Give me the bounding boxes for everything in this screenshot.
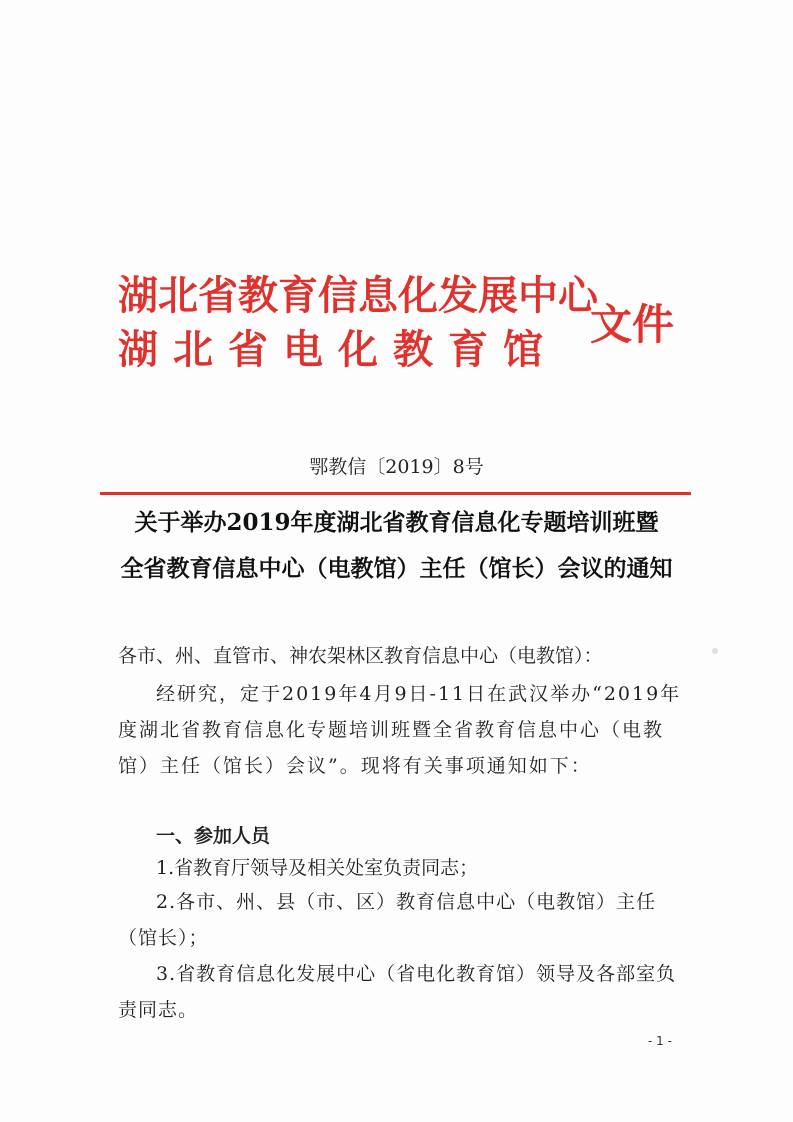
salutation: 各市、州、直管市、神农架林区教育信息中心（电教馆）：: [118, 645, 603, 667]
section-heading: 一、参加人员: [156, 825, 271, 847]
list-item: 2.各市、州、县（市、区）教育信息中心（电教馆）主任（馆长）；: [118, 891, 657, 949]
list-item: 3.省教育信息化发展中心（省电化教育馆）领导及各部室负责同志。: [118, 963, 677, 1021]
title-line-2: 全省教育信息中心（电教馆）主任（馆长）会议的通知: [120, 555, 673, 582]
issuer-name-2: 湖北省电化教育馆: [118, 326, 558, 373]
red-divider: [100, 492, 691, 495]
issuer-name-1: 湖北省教育信息化发展中心: [118, 272, 598, 319]
title-line-1: 关于举办2019年度湖北省教育信息化专题培训班暨: [134, 509, 659, 536]
document-header: [118, 262, 678, 382]
document-number: 鄂教信〔2019〕8号: [309, 456, 484, 478]
page-number: - 1 -: [648, 1034, 672, 1048]
scan-speck: [712, 648, 718, 654]
header-suffix: 文件: [590, 300, 675, 349]
main-paragraph: 经研究，定于2019年4月9日-11日在武汉举办“2019年度湖北省教育信息化专题培训班暨全省教育信息中心（电教馆）主任（馆长）会议”。现将有关事项通知如下：: [118, 683, 682, 777]
list-item: 1.省教育厅领导及相关处室负责同志；: [156, 857, 479, 879]
